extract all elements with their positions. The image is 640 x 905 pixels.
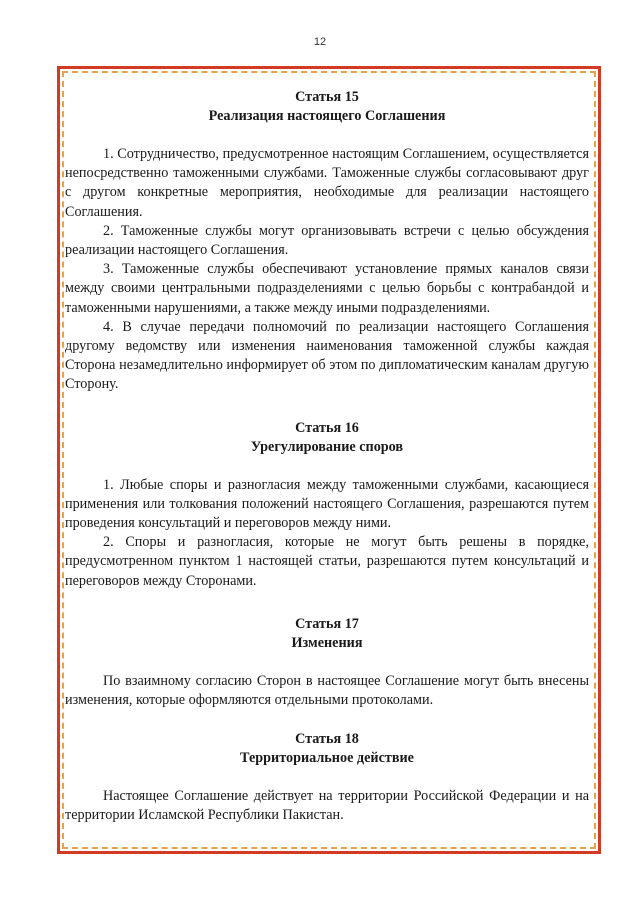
article-title: Урегулирование споров: [250, 438, 404, 455]
article-number: Статья 17: [295, 615, 359, 632]
article-number: Статья 15: [295, 89, 359, 105]
article-heading: [65, 615, 589, 653]
document-body: [65, 88, 589, 826]
article-number: Статья 16: [295, 419, 359, 436]
article-number: Статья 18: [295, 731, 359, 748]
paragraph: 2. Таможенные службы могут организовывать встречи с целью обсуждения реализации настоящего Соглашения.: [65, 222, 589, 259]
paragraph: Настоящее Соглашение действует на территории Российской Федерации и на территории Исламской Республики Пакистан.: [65, 788, 589, 824]
article-heading: [65, 730, 589, 768]
article-16: [65, 419, 589, 591]
article-heading: [65, 88, 589, 126]
article-18: [65, 730, 589, 825]
article-title: Изменения: [291, 634, 363, 651]
article-title: Территориальное действие: [240, 750, 414, 767]
article-heading: [65, 419, 589, 457]
paragraph: По взаимному согласию Сторон в настоящее Соглашение могут быть внесены изменения, которые оформляются отдельными протоколами.: [65, 672, 589, 709]
article-15: [65, 88, 589, 395]
paragraph: 2. Споры и разногласия, которые не могут быть решены в порядке, предусмотренном пунктом 1 настоящей статьи, разрешаются путем консультаций и переговоров между Сторонами.: [65, 534, 589, 589]
paragraph: 4. В случае передачи полномочий по реализации настоящего Соглашения другому ведомству или изменения наименования таможенной службы каждая Сторона незамедлительно информирует об этом по дипломатическим каналам другую Сторону.: [65, 318, 589, 393]
page-number: 12: [313, 36, 327, 48]
paragraph: 1. Сотрудничество, предусмотренное настоящим Соглашением, осуществляется непосредственно таможенными службами. Таможенные службы согласовывают друг с другом конкретные мероприятия, необходимые для реализации настоящего Соглашения.: [65, 146, 589, 220]
article-17: [65, 615, 589, 710]
article-title: Реализация настоящего Соглашения: [208, 108, 446, 124]
paragraph: 1. Любые споры и разногласия между таможенными службами, касающиеся применения или толкования положений настоящего Соглашения, разрешаются путем проведения консультаций и переговоров между ними.: [65, 476, 589, 532]
paragraph: 3. Таможенные службы обеспечивают установление прямых каналов связи между своими центральными подразделениями с целью борьбы с контрабандой и таможенными нарушениями, а также между иными подразделениями.: [65, 261, 589, 316]
